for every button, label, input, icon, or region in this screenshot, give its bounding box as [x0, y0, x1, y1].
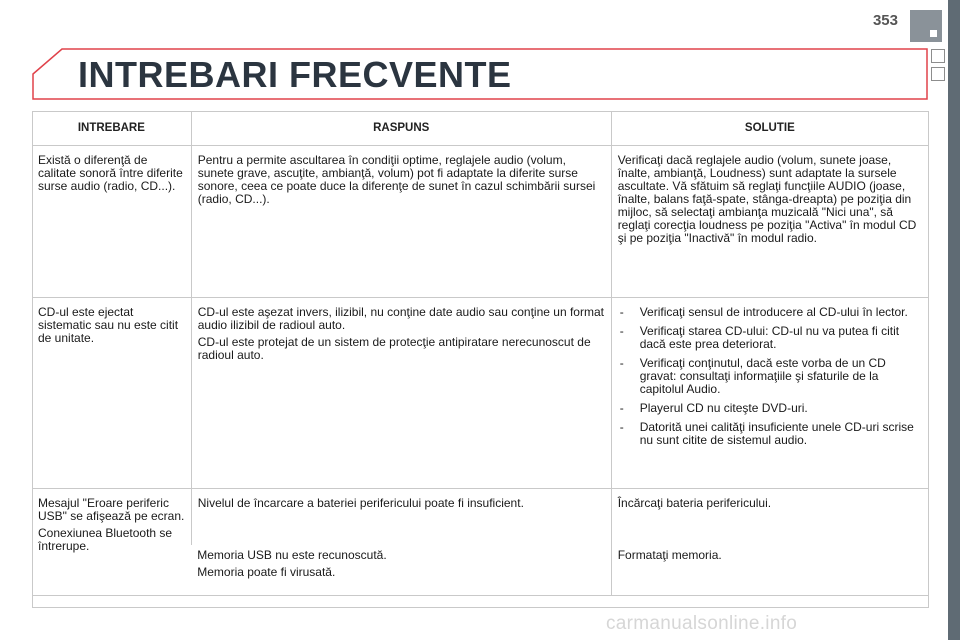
- solution-text: Încărcaţi bateria perifericului.: [617, 496, 772, 510]
- solution-cell: [611, 545, 928, 596]
- solution-list: [618, 306, 922, 447]
- question-text: CD-ul este ejectat sistematic sau nu este citit de unitate.: [38, 305, 179, 345]
- tab-marker-icon: [930, 30, 937, 37]
- faq-table: [32, 111, 928, 596]
- checkbox-square-icon: [931, 49, 945, 63]
- list-item: - Playerul CD nu citeşte DVD-uri.: [618, 402, 922, 415]
- header-solution: SOLUTIE: [611, 111, 928, 146]
- page-number: 353: [872, 12, 898, 29]
- section-tab[interactable]: [910, 10, 942, 42]
- right-sidebar-bar: [948, 0, 960, 640]
- answer-text: Nivelul de încarcare a bateriei perifericului poate fi insuficient.: [197, 496, 524, 510]
- question-text: Mesajul "Eroare periferic USB" se afişează pe ecran.: [38, 496, 185, 523]
- question-cell: [32, 146, 191, 298]
- list-item: - Verificaţi starea CD-ului: CD-ul nu va putea fi citit dacă este prea deteriorat.: [618, 325, 922, 351]
- question-cell: [32, 489, 191, 596]
- answer-cell: [191, 146, 611, 298]
- header-question: INTREBARE: [32, 111, 191, 146]
- answer-text: Memoria USB nu este recunoscută.: [197, 547, 387, 562]
- solution-cell: [611, 146, 928, 298]
- answer-text: Pentru a permite ascultarea în condiţii optime, reglajele audio (volum, sunete grave, ascuţite, ambianţă, volum) pot fi adaptate la diferite surse sonore, ceea ce poate duce la diferenţe de sunet în cazul schimbării sursei (radio, CD...).: [197, 153, 596, 206]
- table-row: [32, 298, 928, 489]
- watermark: carmanualsonline.info: [606, 613, 798, 634]
- question-text: Conexiunea Bluetooth se întrerupe.: [38, 526, 173, 553]
- answer-text: Memoria poate fi virusată.: [197, 564, 336, 579]
- answer-cell: [191, 489, 611, 545]
- solution-text: Verificaţi dacă reglajele audio (volum, sunete joase, înalte, ambianţă, Loudness) sunt adaptate la sursele ascultate. Vă sfătuim să reglaţi funcţiile AUDIO (joase, înalte, balans faţă-spate, stânga-dreapta) pe poziţia din mijloc, să selectaţi ambianţa muzicală "Nici una", să reglaţi corecţia loudness pe poziţia "Activa" în modul CD şi pe poziţia "Inactivă" în modul radio.: [617, 153, 917, 245]
- question-text: Există o diferenţă de calitate sonoră între diferite surse audio (radio, CD...).: [38, 153, 183, 193]
- list-item: - Verificaţi sensul de introducere al CD-ului în lector.: [618, 306, 922, 319]
- solution-cell: [611, 298, 928, 489]
- answer-text: CD-ul este aşezat invers, ilizibil, nu conţine date audio sau conţine un format audio ilizibil de radioul auto.: [197, 305, 604, 332]
- solution-cell: [611, 489, 928, 545]
- list-item: - Verificaţi conţinutul, dacă este vorba de un CD gravat: consultaţi informaţiile şi sfaturile de la capitolul Audio.: [618, 357, 922, 396]
- answer-cell: [191, 545, 611, 596]
- table-row: [32, 489, 928, 545]
- checkbox-square-icon: [931, 67, 945, 81]
- answer-text: CD-ul este protejat de un sistem de protecţie antipiratare nerecunoscut de radioul auto.: [197, 335, 591, 362]
- list-item: - Datorită unei calităţi insuficiente unele CD-uri scrise nu sunt citite de sistemul audio.: [618, 421, 922, 447]
- answer-cell: [191, 298, 611, 489]
- page-title: INTREBARI FRECVENTE: [78, 54, 512, 95]
- table-header-row: [32, 111, 928, 146]
- table-row: [32, 146, 928, 298]
- solution-text: Formataţi memoria.: [617, 547, 722, 562]
- question-cell: [32, 298, 191, 489]
- header-answer: RASPUNS: [191, 111, 611, 146]
